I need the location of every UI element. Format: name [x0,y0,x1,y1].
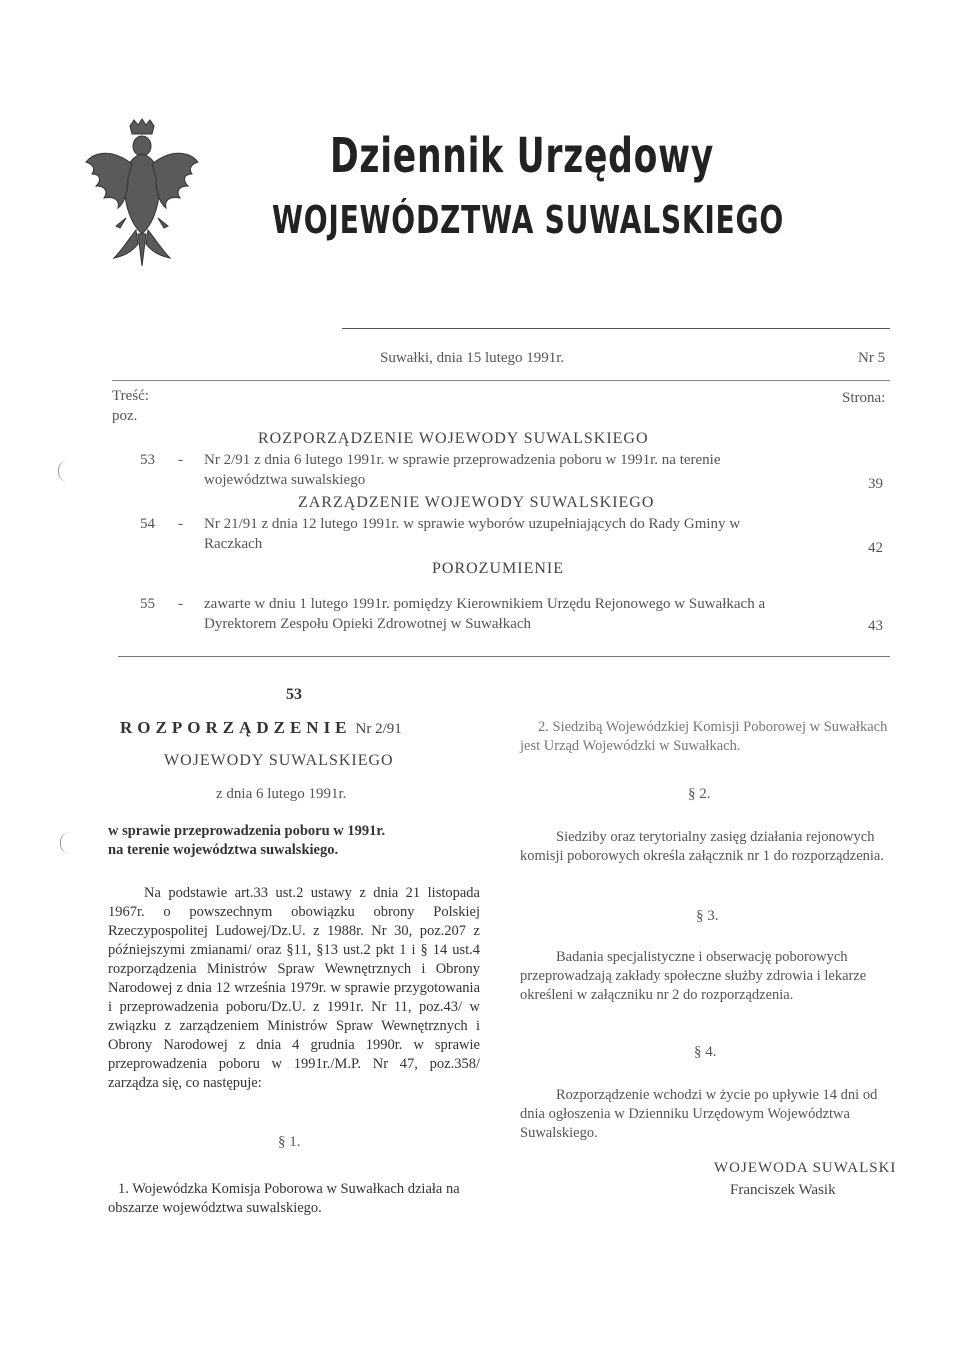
contents-page-label: Strona: [842,390,886,406]
paragraph-4-text: Rozporządzenie wchodzi w życie po upływie 14 dni od dnia ogłoszenia w Dzienniku Urzędowym Województwa Suwalskiego. [520,1087,878,1141]
contents-entry-line: Nr 21/91 z dnia 12 lutego 1991r. w sprawie wyborów uzupełniających do Rady Gminy w [204,516,741,532]
issue-number: Nr 5 [858,350,886,366]
act-date: z dnia 6 lutego 1991r. [216,786,347,802]
paragraph-1-heading: § 1. [278,1134,301,1150]
contents-entry-dash: - [178,452,183,468]
contents-entry-line: województwa suwalskiego [204,472,366,488]
paragraph-2-text: Siedziby oraz terytorialny zasięg działania rejonowych komisji poborowych określa załącznik nr 1 do rozporządzenia. [520,829,884,864]
paragraph-1-item-1: 1. Wojewódzka Komisja Poborowa w Suwałkach działa na obszarze województwa suwalskiego. [108,1181,460,1216]
contents-entry-line: Dyrektorem Zespołu Opieki Zdrowotnej w Suwałkach [204,616,532,632]
paragraph-3-text: Badania specjalistyczne i obserwację poborowych przeprowadzają zakłady społeczne służby zdrowia i lekarze określeni w załączniku nr 2 do rozporządzenia. [520,949,867,1003]
contents-entry-heading: POROZUMIENIE [432,560,564,577]
contents-entry-page: 43 [868,618,883,634]
act-title: ROZPORZĄDZENIE [120,718,352,737]
contents-entry-heading: ZARZĄDZENIE WOJEWODY SUWALSKIEGO [298,494,655,511]
issue-rule [112,380,890,381]
paragraph-4-heading: § 4. [694,1044,717,1060]
contents-rule [118,656,890,657]
contents-poz-label: poz. [112,408,138,424]
contents-entry-page: 42 [868,540,883,556]
signature-name: Franciszek Wasik [730,1182,836,1198]
masthead-rule [342,328,890,329]
eagle-emblem-icon [82,118,202,268]
paragraph-1-item-2: 2. Siedzibą Wojewódzkiej Komisji Poborowej w Suwałkach jest Urząd Wojewódzki w Suwałkach. [520,719,888,754]
signature-title: WOJEWODA SUWALSKI [714,1160,897,1176]
act-number: 53 [286,686,302,703]
act-preamble: Na podstawie art.33 ust.2 ustawy z dnia 21 listopada 1967r. o powszechnym obowiązku obrony Polskiej Rzeczypospolitej Ludowej/Dz.U. z 1988r. Nr 30, poz.207 z późniejszymi zmianami/ oraz §11, §13 ust.2 pkt 1 i § 14 ust.4 rozporządzenia Ministrów Spraw Wewnętrznych i Obrony Narodowej z dnia 12 września 1979r. w sprawie przygotowania i przeprowadzenia poboru/Dz.U. z 1991r. Nr 11, poz.43/ w związku z zarządzeniem Ministrów Spraw Wewnętrznych i Obrony Narodowej z dnia 4 grudnia 1990r. w sprawie przeprowadzenia poboru w 1991r./M.P. Nr 47, poz.358/ zarządza się, co następuje: [108,885,480,1091]
act-title-line [120,718,402,738]
contents-entry-heading: ROZPORZĄDZENIE WOJEWODY SUWALSKIEGO [258,430,649,447]
issue-place-date: Suwałki, dnia 15 lutego 1991r. [380,350,565,366]
contents-entry-dash: - [178,516,183,532]
act-issuer: WOJEWODY SUWALSKIEGO [164,752,394,769]
contents-entry-page: 39 [868,476,883,492]
masthead-subtitle: WOJEWÓDZTWA SUWALSKIEGO [272,198,784,242]
contents-entry-dash: - [178,596,183,612]
paragraph-3-heading: § 3. [696,908,719,924]
margin-mark [60,832,71,854]
contents-entry-line: Nr 2/91 z dnia 6 lutego 1991r. w sprawie przeprowadzenia poboru w 1991r. na terenie [204,452,721,468]
contents-label: Treść: [112,388,149,404]
act-subject-line: w sprawie przeprowadzenia poboru w 1991r. [108,823,386,839]
paragraph-2-heading: § 2. [688,786,711,802]
act-subject-line: na terenie województwa suwalskiego. [108,842,339,858]
contents-entry-poz: 53 [140,452,155,468]
masthead-title: Dziennik Urzędowy [330,128,714,184]
contents-entry-line: zawarte w dniu 1 lutego 1991r. pomiędzy Kierownikiem Urzędu Rejonowego w Suwałkach a [204,596,766,612]
contents-entry-poz: 54 [140,516,155,532]
margin-mark [58,460,69,482]
act-title-number: Nr 2/91 [355,721,402,737]
contents-entry-poz: 55 [140,596,155,612]
contents-entry-line: Raczkach [204,536,263,552]
